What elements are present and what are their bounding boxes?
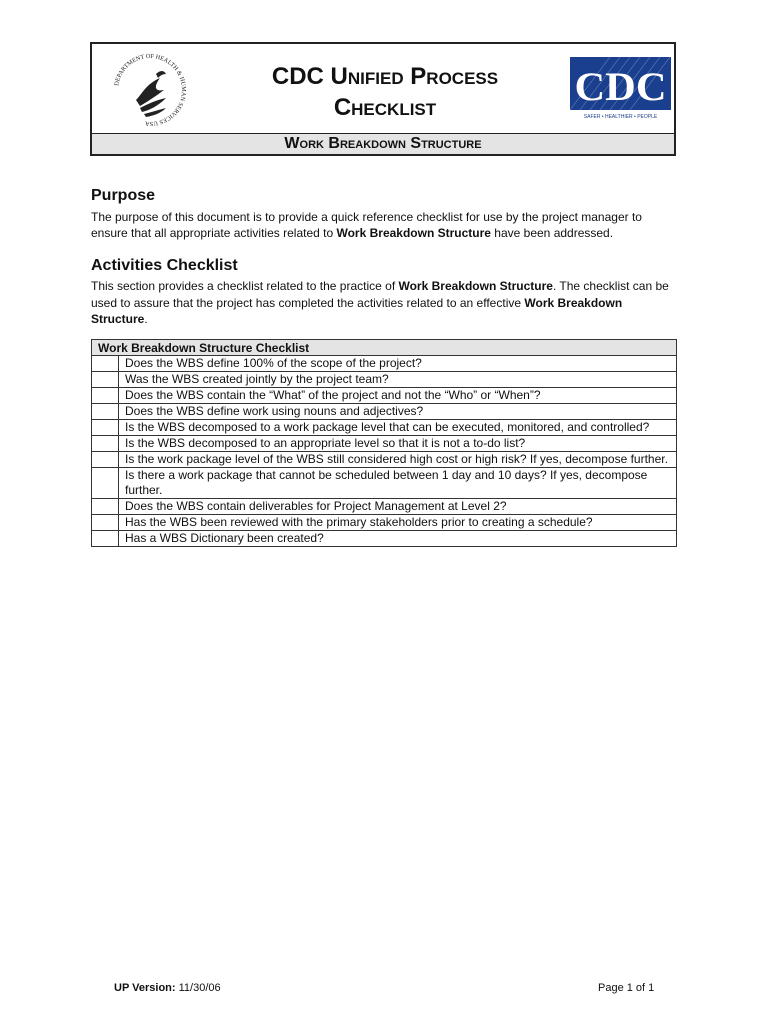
checklist-item-text: Does the WBS contain the “What” of the project and not the “Who” or “When”? <box>119 388 677 404</box>
title-line-2: Checklist <box>333 94 437 121</box>
purpose-text <box>91 209 681 241</box>
cdc-logo-text: CDC <box>574 64 667 109</box>
checklist-item-text: Does the WBS contain deliverables for Project Management at Level 2? <box>119 499 677 515</box>
footer-version-value: 11/30/06 <box>175 982 221 994</box>
checklist-row <box>92 452 677 468</box>
footer-version <box>114 982 221 994</box>
checklist-checkbox-cell[interactable] <box>92 404 119 420</box>
checklist-checkbox-cell[interactable] <box>92 531 119 547</box>
cdc-logo-tagline: SAFER • HEALTHIER • PEOPLE <box>583 114 658 120</box>
footer-page-number: Page 1 of 1 <box>598 982 655 994</box>
purpose-text-part: have been addressed. <box>490 226 614 240</box>
checklist-row <box>92 515 677 531</box>
activities-heading: Activities Checklist <box>91 257 238 274</box>
checklist-row <box>92 420 677 436</box>
checklist-row <box>92 499 677 515</box>
cdc-logo-icon <box>570 57 671 121</box>
checklist-checkbox-cell[interactable] <box>92 468 119 499</box>
purpose-text-part: The purpose of this document is to provide a quick reference checklist for use by the project manager to ensure that all appropriate activities related to <box>91 210 642 240</box>
checklist-title: Work Breakdown Structure Checklist <box>92 340 677 356</box>
checklist-checkbox-cell[interactable] <box>92 452 119 468</box>
checklist-row <box>92 404 677 420</box>
checklist-item-text: Is the WBS decomposed to an appropriate level so that it is not a to-do list? <box>119 436 677 452</box>
activities-text <box>91 278 681 328</box>
checklist-table <box>91 339 677 547</box>
checklist-row <box>92 356 677 372</box>
checklist-checkbox-cell[interactable] <box>92 388 119 404</box>
checklist-item-text: Does the WBS define work using nouns and adjectives? <box>119 404 677 420</box>
checklist-row <box>92 531 677 547</box>
checklist-checkbox-cell[interactable] <box>92 420 119 436</box>
checklist-checkbox-cell[interactable] <box>92 356 119 372</box>
checklist-item-text: Is there a work package that cannot be scheduled between 1 day and 10 days? If yes, decompose further. <box>119 468 677 499</box>
activities-text-bold: Work Breakdown Structure <box>398 279 553 293</box>
checklist-item-text: Is the work package level of the WBS still considered high cost or high risk? If yes, decompose further. <box>119 452 677 468</box>
checklist-checkbox-cell[interactable] <box>92 515 119 531</box>
activities-text-part: . <box>144 312 148 326</box>
page-title <box>212 61 558 123</box>
checklist-checkbox-cell[interactable] <box>92 436 119 452</box>
seal-text: DEPARTMENT OF HEALTH & HUMAN SERVICES USA <box>113 52 188 128</box>
checklist-item-text: Has a WBS Dictionary been created? <box>119 531 677 547</box>
page-subtitle: Work Breakdown Structure <box>92 133 674 154</box>
checklist-item-text: Does the WBS define 100% of the scope of the project? <box>119 356 677 372</box>
document-header <box>90 42 676 156</box>
checklist-checkbox-cell[interactable] <box>92 372 119 388</box>
checklist-row <box>92 388 677 404</box>
activities-text-bold: Work Breakdown Structure <box>91 295 623 326</box>
checklist-row <box>92 372 677 388</box>
checklist-row <box>92 468 677 499</box>
footer-version-label: UP Version: <box>114 982 176 994</box>
checklist-checkbox-cell[interactable] <box>92 499 119 515</box>
title-line-1: CDC Unified Process <box>271 63 499 90</box>
purpose-heading: Purpose <box>91 187 156 204</box>
checklist-item-text: Has the WBS been reviewed with the primary stakeholders prior to creating a schedule? <box>119 515 677 531</box>
hhs-seal-icon <box>110 50 190 130</box>
checklist-item-text: Is the WBS decomposed to a work package level that can be executed, monitored, and controlled? <box>119 420 677 436</box>
purpose-text-bold: Work Breakdown Structure <box>336 226 491 240</box>
activities-text-part: This section provides a checklist related to the practice of <box>91 279 399 293</box>
checklist-item-text: Was the WBS created jointly by the project team? <box>119 372 677 388</box>
activities-text-part: . The checklist can be used to assure that the project has completed the activities related to an effective <box>91 279 669 310</box>
checklist-row <box>92 436 677 452</box>
